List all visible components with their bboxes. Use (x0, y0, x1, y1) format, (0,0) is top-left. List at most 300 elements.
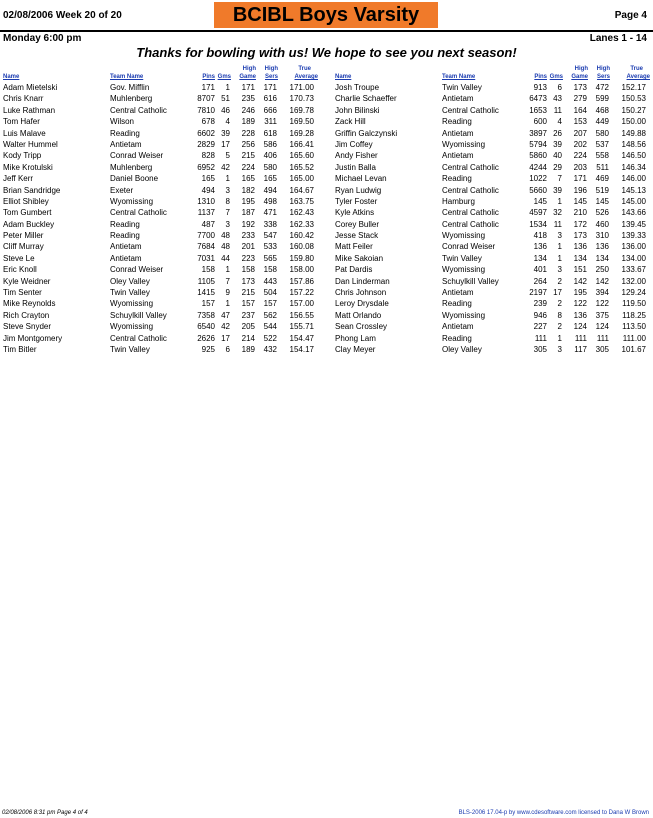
col-high-series-header-sub: Sers (596, 74, 610, 80)
team-name: Central Catholic (110, 105, 167, 115)
games-value: 2 (557, 276, 562, 286)
games-value: 1 (557, 242, 562, 252)
high-series-value: 157 (263, 299, 277, 309)
average-value: 134.00 (621, 253, 646, 263)
high-game-value: 136 (573, 310, 587, 320)
average-value: 139.45 (621, 219, 646, 229)
team-name: Central Catholic (442, 219, 499, 229)
high-game-value: 124 (573, 322, 587, 332)
high-game-value: 201 (241, 242, 255, 252)
standings-row (335, 93, 650, 104)
average-value: 159.80 (289, 253, 314, 263)
average-value: 165.60 (289, 151, 314, 161)
standings-row (3, 173, 318, 184)
high-series-value: 504 (263, 288, 277, 298)
average-value: 145.00 (621, 196, 646, 206)
high-series-value: 511 (596, 162, 609, 172)
high-series-value: 498 (263, 196, 277, 206)
high-game-value: 157 (241, 299, 255, 309)
standings-row (335, 116, 650, 127)
high-game-value: 173 (241, 276, 255, 286)
average-value: 145.13 (621, 185, 646, 195)
high-series-value: 558 (595, 151, 609, 161)
high-series-value: 460 (595, 219, 609, 229)
pins-value: 7810 (197, 105, 215, 115)
pins-value: 494 (201, 185, 215, 195)
team-name: Antietam (442, 322, 474, 332)
average-value: 169.50 (289, 117, 314, 127)
standings-row (335, 128, 650, 139)
pins-value: 2626 (197, 333, 215, 343)
games-value: 47 (221, 310, 230, 320)
high-game-value: 224 (241, 162, 255, 172)
average-value: 149.88 (621, 128, 646, 138)
team-name: Muhlenberg (110, 94, 153, 104)
pins-value: 1105 (197, 276, 215, 286)
high-series-value: 406 (263, 151, 277, 161)
high-game-value: 205 (241, 322, 255, 332)
pins-value: 165 (201, 174, 215, 184)
standings-row (3, 185, 318, 196)
header-divider (0, 30, 653, 32)
games-value: 40 (553, 151, 562, 161)
pins-value: 1137 (197, 208, 215, 218)
high-game-value: 165 (241, 174, 255, 184)
team-name: Central Catholic (442, 162, 499, 172)
pins-value: 828 (201, 151, 215, 161)
pins-value: 111 (534, 333, 547, 343)
average-value: 169.78 (289, 105, 314, 115)
bowler-name: Mike Sakoian (335, 253, 384, 263)
pins-value: 171 (201, 83, 215, 92)
games-value: 39 (553, 139, 562, 149)
high-series-value: 519 (595, 185, 609, 195)
high-series-value: 562 (263, 310, 277, 320)
average-value: 132.00 (621, 276, 646, 286)
high-game-value: 195 (241, 196, 255, 206)
team-name: Central Catholic (442, 105, 499, 115)
games-value: 1 (225, 299, 230, 309)
standings-row (3, 82, 318, 93)
high-series-value: 145 (595, 196, 609, 206)
average-value: 152.17 (621, 83, 646, 92)
team-name: Wyomissing (110, 322, 154, 332)
pins-value: 946 (533, 310, 547, 320)
average-value: 113.50 (622, 322, 646, 332)
pins-value: 1653 (529, 105, 547, 115)
high-game-value: 279 (573, 94, 587, 104)
high-game-value: 182 (241, 185, 255, 195)
games-value: 39 (221, 128, 230, 138)
pins-value: 6952 (197, 162, 215, 172)
team-name: Antietam (110, 242, 142, 252)
pins-value: 7684 (197, 242, 215, 252)
high-series-value: 136 (595, 242, 609, 252)
lanes-range: Lanes 1 - 14 (589, 33, 647, 44)
high-game-value: 134 (573, 253, 587, 263)
high-series-value: 443 (263, 276, 277, 286)
bowler-name: Josh Troupe (335, 83, 380, 92)
bowler-name: Chris Knarr (3, 94, 44, 104)
col-high-series-header-sub: Sers (264, 74, 278, 80)
high-game-value: 207 (573, 128, 587, 138)
high-game-value: 173 (573, 83, 587, 92)
games-value: 1 (557, 253, 562, 263)
standings-row (3, 196, 318, 207)
bowler-name: Walter Hummel (3, 139, 58, 149)
pins-value: 678 (201, 117, 215, 127)
pins-value: 227 (533, 322, 547, 332)
games-value: 2 (557, 322, 562, 332)
bowler-name: Mike Krotulski (3, 162, 53, 172)
high-series-value: 522 (263, 333, 277, 343)
team-name: Wyomissing (442, 231, 486, 241)
games-value: 3 (557, 344, 562, 354)
standings-row (335, 276, 650, 287)
pins-value: 305 (533, 344, 547, 354)
bowler-name: Tim Senter (3, 288, 42, 298)
bowler-name: Eric Knoll (3, 265, 37, 275)
bowler-name: Chris Johnson (335, 288, 387, 298)
high-game-value: 117 (574, 344, 587, 354)
bowler-name: Tom Hafer (3, 117, 40, 127)
high-game-value: 195 (573, 288, 587, 298)
bowler-name: Corey Buller (335, 219, 380, 229)
high-game-value: 237 (241, 310, 255, 320)
high-game-value: 189 (241, 344, 255, 354)
high-game-value: 215 (241, 288, 255, 298)
bowler-name: Adam Mietelski (3, 83, 58, 92)
team-name: Exeter (110, 185, 134, 195)
standings-row (3, 207, 318, 218)
games-value: 46 (221, 105, 230, 115)
high-game-value: 203 (573, 162, 587, 172)
high-series-value: 533 (263, 242, 277, 252)
pins-value: 1310 (197, 196, 215, 206)
bowler-name: Ryan Ludwig (335, 185, 382, 195)
day-time: Monday 6:00 pm (3, 33, 82, 44)
games-value: 3 (557, 265, 562, 275)
high-game-value: 158 (241, 265, 255, 275)
col-team-header: Team Name (442, 74, 476, 80)
pins-value: 6473 (529, 94, 547, 104)
col-average-header: True (630, 66, 643, 72)
bowler-name: Jim Montgomery (3, 333, 63, 343)
standings-row (3, 287, 318, 298)
pins-value: 2829 (197, 139, 215, 149)
high-game-value: 233 (241, 231, 255, 241)
bowler-name: Peter Miller (3, 231, 44, 241)
footer-license: BLS-2006 17.04-p by www.cdesoftware.com licensed to Dana W Brown (458, 810, 649, 816)
high-series-value: 432 (263, 344, 277, 354)
high-game-value: 142 (573, 276, 587, 286)
average-value: 164.67 (289, 185, 314, 195)
high-game-value: 153 (573, 117, 587, 127)
standings-row (335, 207, 650, 218)
page-number: Page 4 (614, 10, 647, 21)
high-series-value: 122 (595, 299, 609, 309)
games-value: 7 (225, 276, 230, 286)
average-value: 148.56 (621, 139, 646, 149)
high-series-value: 468 (595, 105, 609, 115)
bowler-name: Matt Feiler (335, 242, 373, 252)
bowler-name: Cliff Murray (3, 242, 44, 252)
col-pins-header: Pins (202, 74, 215, 80)
games-value: 17 (221, 333, 230, 343)
bowler-name: Rich Crayton (3, 310, 50, 320)
team-name: Schuylkill Valley (442, 276, 499, 286)
team-name: Reading (442, 117, 472, 127)
col-average-header-sub: Average (626, 74, 650, 80)
team-name: Twin Valley (110, 344, 150, 354)
bowler-name: Kyle Weidner (3, 276, 51, 286)
report-title-banner (214, 2, 438, 28)
team-name: Wilson (110, 117, 135, 127)
high-series-value: 547 (263, 231, 277, 241)
high-series-value: 472 (595, 83, 609, 92)
standings-row (335, 139, 650, 150)
average-value: 165.00 (289, 174, 314, 184)
team-name: Reading (110, 219, 140, 229)
team-name: Gov. Mifflin (110, 83, 150, 92)
pins-value: 134 (533, 253, 547, 263)
average-value: 150.00 (621, 117, 646, 127)
pins-value: 913 (533, 83, 547, 92)
col-high-game-header-sub: Game (571, 74, 588, 80)
pins-value: 157 (201, 299, 215, 309)
games-value: 6 (225, 344, 230, 354)
high-game-value: 171 (241, 83, 255, 92)
games-value: 7 (557, 174, 562, 184)
team-name: Wyomissing (442, 265, 486, 275)
average-value: 169.28 (289, 128, 314, 138)
column-header (335, 66, 650, 82)
standings-row (3, 321, 318, 332)
high-series-value: 580 (263, 162, 277, 172)
high-series-value: 338 (263, 219, 277, 229)
team-name: Schuylkill Valley (110, 310, 167, 320)
col-high-game-header: High (242, 66, 256, 72)
bowler-name: Jim Coffey (335, 139, 373, 149)
team-name: Reading (442, 333, 472, 343)
pins-value: 418 (533, 231, 547, 241)
pins-value: 5794 (529, 139, 547, 149)
high-series-value: 469 (595, 174, 609, 184)
high-series-value: 618 (263, 128, 277, 138)
bowler-name: Steve Snyder (3, 322, 52, 332)
high-series-value: 565 (263, 253, 277, 263)
games-value: 11 (553, 105, 562, 115)
average-value: 118.25 (622, 310, 646, 320)
standings-left-column (3, 66, 318, 355)
standings-row (3, 150, 318, 161)
pins-value: 264 (533, 276, 547, 286)
standings-row (335, 196, 650, 207)
high-game-value: 171 (573, 174, 587, 184)
team-name: Reading (442, 299, 472, 309)
standings-row (3, 162, 318, 173)
standings-row (3, 116, 318, 127)
games-value: 1 (225, 174, 230, 184)
team-name: Antietam (442, 151, 474, 161)
pins-value: 4244 (529, 162, 547, 172)
pins-value: 136 (533, 242, 547, 252)
high-game-value: 215 (241, 151, 255, 161)
standings-row (335, 185, 650, 196)
high-series-value: 666 (263, 105, 277, 115)
standings-row (3, 219, 318, 230)
bowler-name: Kody Tripp (3, 151, 42, 161)
pins-value: 5660 (529, 185, 547, 195)
high-series-value: 394 (595, 288, 609, 298)
games-value: 42 (221, 162, 230, 172)
games-value: 3 (557, 231, 562, 241)
games-value: 4 (225, 117, 230, 127)
col-name-header: Name (3, 74, 20, 80)
bowler-name: Tom Gumbert (3, 208, 52, 218)
high-game-value: 189 (241, 117, 255, 127)
games-value: 39 (553, 185, 562, 195)
high-series-value: 311 (264, 117, 277, 127)
games-value: 32 (553, 208, 562, 218)
team-name: Central Catholic (110, 333, 167, 343)
pins-value: 487 (201, 219, 215, 229)
col-team-header: Team Name (110, 74, 144, 80)
high-game-value: 136 (573, 242, 587, 252)
high-game-value: 214 (241, 333, 255, 343)
average-value: 146.34 (621, 162, 646, 172)
games-value: 4 (557, 117, 562, 127)
average-value: 143.66 (621, 208, 646, 218)
games-value: 1 (225, 265, 230, 275)
bowler-name: Tim Bitler (3, 344, 37, 354)
team-name: Reading (442, 174, 472, 184)
average-value: 155.71 (289, 322, 314, 332)
bowler-name: Phong Lam (335, 333, 376, 343)
games-value: 1 (557, 333, 562, 343)
average-value: 157.86 (289, 276, 314, 286)
games-value: 29 (553, 162, 562, 172)
standings-row (335, 105, 650, 116)
standings-row (3, 344, 318, 355)
average-value: 150.53 (621, 94, 646, 104)
team-name: Oley Valley (110, 276, 150, 286)
average-value: 150.27 (621, 105, 646, 115)
pins-value: 1022 (529, 174, 547, 184)
pins-value: 145 (533, 196, 547, 206)
pins-value: 2197 (529, 288, 547, 298)
standings-row (3, 298, 318, 309)
pins-value: 7031 (197, 253, 215, 263)
high-game-value: 172 (573, 219, 587, 229)
bowler-name: Zack Hill (335, 117, 366, 127)
average-value: 129.24 (621, 288, 646, 298)
high-game-value: 202 (573, 139, 587, 149)
bowler-name: Justin Balla (335, 162, 376, 172)
average-value: 111.00 (622, 333, 646, 343)
pins-value: 1415 (197, 288, 215, 298)
team-name: Wyomissing (442, 139, 486, 149)
bowler-name: Dan Linderman (335, 276, 390, 286)
team-name: Reading (110, 128, 140, 138)
high-series-value: 250 (595, 265, 609, 275)
team-name: Twin Valley (110, 288, 150, 298)
high-series-value: 158 (263, 265, 277, 275)
standings-row (335, 310, 650, 321)
bowler-name: Jesse Stack (335, 231, 379, 241)
report-title: BCIBL Boys Varsity (232, 3, 420, 26)
bowler-name: Elliot Shibley (3, 196, 49, 206)
col-gms-header: Gms (549, 74, 563, 80)
standings-row (3, 128, 318, 139)
high-game-value: 223 (241, 253, 255, 263)
standings-row (3, 310, 318, 321)
bowler-name: Andy Fisher (335, 151, 378, 161)
standings-row (3, 276, 318, 287)
high-series-value: 526 (595, 208, 609, 218)
high-game-value: 246 (241, 105, 255, 115)
average-value: 160.08 (289, 242, 314, 252)
high-game-value: 122 (573, 299, 587, 309)
games-value: 42 (221, 322, 230, 332)
team-name: Central Catholic (442, 185, 499, 195)
standings-row (335, 82, 650, 93)
games-value: 43 (553, 94, 562, 104)
games-value: 17 (221, 139, 230, 149)
high-series-value: 171 (263, 83, 277, 92)
team-name: Conrad Weiser (110, 151, 164, 161)
team-name: Wyomissing (110, 299, 154, 309)
average-value: 146.00 (621, 174, 646, 184)
pins-value: 7358 (197, 310, 215, 320)
standings-row (335, 287, 650, 298)
team-name: Oley Valley (442, 344, 482, 354)
games-value: 11 (553, 219, 562, 229)
team-name: Twin Valley (442, 83, 482, 92)
pins-value: 158 (201, 265, 215, 275)
standings-row (335, 150, 650, 161)
col-name-header: Name (335, 74, 352, 80)
games-value: 48 (221, 231, 230, 241)
pins-value: 6540 (197, 322, 215, 332)
team-name: Daniel Boone (110, 174, 159, 184)
bowler-name: John Bilinski (335, 105, 380, 115)
pins-value: 8707 (197, 94, 215, 104)
high-series-value: 599 (595, 94, 609, 104)
standings-row (3, 241, 318, 252)
standings-row (3, 253, 318, 264)
average-value: 165.52 (289, 162, 314, 172)
games-value: 3 (225, 219, 230, 229)
pins-value: 1534 (529, 219, 547, 229)
col-high-game-header: High (574, 66, 588, 72)
bowler-name: Luis Malave (3, 128, 46, 138)
average-value: 154.47 (289, 333, 314, 343)
team-name: Antietam (442, 128, 474, 138)
average-value: 146.50 (621, 151, 646, 161)
bowler-name: Mike Reynolds (3, 299, 56, 309)
high-game-value: 145 (573, 196, 587, 206)
team-name: Central Catholic (110, 208, 167, 218)
footer-print-info: 02/08/2006 8:31 pm Page 4 of 4 (2, 810, 88, 816)
standings-row (3, 105, 318, 116)
high-game-value: 111 (574, 333, 587, 343)
standings-row (335, 230, 650, 241)
pins-value: 5860 (529, 151, 547, 161)
pins-value: 401 (533, 265, 547, 275)
bowler-name: Adam Buckley (3, 219, 55, 229)
bowler-name: Michael Levan (335, 174, 387, 184)
